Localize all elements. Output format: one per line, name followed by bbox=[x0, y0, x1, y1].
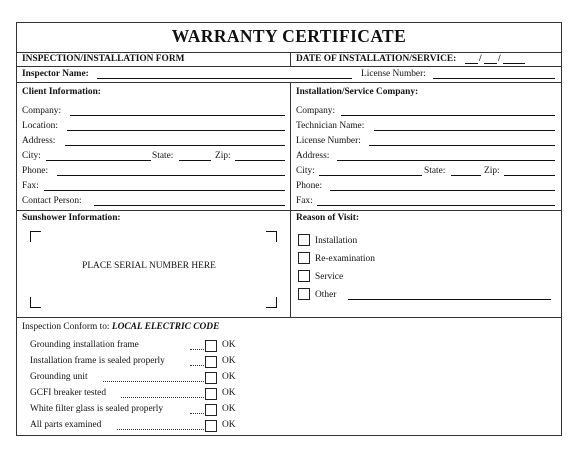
installer-address-field[interactable] bbox=[337, 160, 555, 161]
ok-label: OK bbox=[222, 404, 236, 414]
installer-heading: Installation/Service Company: bbox=[296, 87, 419, 97]
client-city-field[interactable] bbox=[46, 160, 151, 161]
client-fax-field[interactable] bbox=[44, 190, 285, 191]
checklist-item-label: Grounding unit bbox=[30, 372, 88, 382]
client-zip-label: Zip: bbox=[215, 151, 231, 161]
installation-checkbox[interactable] bbox=[298, 234, 310, 246]
reason-of-visit-heading: Reason of Visit: bbox=[296, 213, 360, 223]
leader-dots bbox=[103, 381, 204, 382]
installer-fax-field[interactable] bbox=[317, 205, 555, 206]
ok-label: OK bbox=[222, 388, 236, 398]
checklist-item-label: Grounding installation frame bbox=[30, 340, 139, 350]
checklist-ok-checkbox[interactable] bbox=[205, 388, 217, 400]
client-location-label: Location: bbox=[22, 121, 58, 131]
client-state-label: State: bbox=[152, 151, 174, 161]
client-phone-label: Phone: bbox=[22, 166, 49, 176]
installer-state-label: State: bbox=[424, 166, 446, 176]
other-checkbox[interactable] bbox=[298, 288, 310, 300]
date-label: DATE OF INSTALLATION/SERVICE: bbox=[296, 54, 457, 64]
other-reason-field[interactable] bbox=[348, 299, 551, 300]
divider bbox=[17, 82, 561, 83]
leader-dots bbox=[117, 429, 204, 430]
checklist-ok-checkbox[interactable] bbox=[205, 404, 217, 416]
license-number-field[interactable] bbox=[433, 78, 555, 79]
divider bbox=[17, 66, 561, 67]
checklist-ok-checkbox[interactable] bbox=[205, 372, 217, 384]
date-month-field[interactable] bbox=[465, 63, 478, 64]
conform-code: LOCAL ELECTRIC CODE bbox=[111, 322, 220, 332]
client-city-label: City: bbox=[22, 151, 41, 161]
installer-zip-field[interactable] bbox=[504, 175, 555, 176]
installer-state-field[interactable] bbox=[451, 175, 481, 176]
client-company-field[interactable] bbox=[70, 115, 285, 116]
serial-placeholder-text: PLACE SERIAL NUMBER HERE bbox=[82, 261, 216, 271]
inspector-name-label: Inspector Name: bbox=[22, 69, 89, 79]
corner-mark bbox=[30, 231, 41, 242]
leader-dots bbox=[121, 397, 204, 398]
warranty-form bbox=[16, 22, 562, 436]
client-zip-field[interactable] bbox=[235, 160, 285, 161]
corner-mark bbox=[266, 297, 277, 308]
visit-option-label: Service bbox=[315, 272, 344, 282]
form-type-label: INSPECTION/INSTALLATION FORM bbox=[22, 54, 185, 64]
checklist-item-label: Installation frame is sealed properly bbox=[30, 356, 165, 366]
checklist-item-label: All parts examined bbox=[30, 420, 102, 430]
page-title: WARRANTY CERTIFICATE bbox=[171, 26, 407, 46]
installer-zip-label: Zip: bbox=[484, 166, 500, 176]
ok-label: OK bbox=[222, 420, 236, 430]
client-info-heading: Client Information: bbox=[22, 87, 101, 97]
re-examination-checkbox[interactable] bbox=[298, 252, 310, 264]
divider bbox=[290, 82, 291, 317]
checklist-ok-checkbox[interactable] bbox=[205, 340, 217, 352]
client-address-field[interactable] bbox=[65, 145, 285, 146]
leader-dots bbox=[190, 365, 204, 366]
ok-label: OK bbox=[222, 372, 236, 382]
date-separator: / bbox=[498, 54, 501, 64]
installer-company-label: Company: bbox=[296, 106, 336, 116]
ok-label: OK bbox=[222, 340, 236, 350]
installer-city-label: City: bbox=[296, 166, 315, 176]
client-contact-label: Contact Person: bbox=[22, 196, 82, 206]
corner-mark bbox=[266, 231, 277, 242]
sunshower-info-heading: Sunshower Information: bbox=[22, 213, 121, 223]
divider bbox=[17, 317, 561, 318]
inspector-name-field[interactable] bbox=[97, 78, 352, 79]
client-address-label: Address: bbox=[22, 136, 56, 146]
client-company-label: Company: bbox=[22, 106, 62, 116]
date-year-field[interactable] bbox=[503, 63, 525, 64]
installer-company-field[interactable] bbox=[341, 115, 555, 116]
installer-fax-label: Fax: bbox=[296, 196, 313, 206]
checklist-item-label: GCFI breaker tested bbox=[30, 388, 107, 398]
installer-address-label: Address: bbox=[296, 151, 330, 161]
visit-option-label: Other bbox=[315, 290, 337, 300]
date-day-field[interactable] bbox=[484, 63, 497, 64]
installer-phone-field[interactable] bbox=[330, 190, 555, 191]
date-separator: / bbox=[479, 54, 482, 64]
leader-dots bbox=[190, 413, 204, 414]
installer-license-field[interactable] bbox=[369, 145, 555, 146]
checklist-ok-checkbox[interactable] bbox=[205, 356, 217, 368]
ok-label: OK bbox=[222, 356, 236, 366]
conform-label-text: Inspection Conform to: bbox=[22, 322, 110, 332]
divider bbox=[290, 52, 291, 66]
divider bbox=[17, 210, 561, 211]
conform-label bbox=[22, 322, 219, 333]
installer-city-field[interactable] bbox=[319, 175, 422, 176]
client-phone-field[interactable] bbox=[57, 175, 285, 176]
visit-option-label: Re-examination bbox=[315, 254, 375, 264]
leader-dots bbox=[190, 349, 204, 350]
corner-mark bbox=[30, 297, 41, 308]
client-fax-label: Fax: bbox=[22, 181, 39, 191]
visit-option-label: Installation bbox=[315, 236, 358, 246]
installer-license-label: License Number: bbox=[296, 136, 361, 146]
license-number-label: License Number: bbox=[361, 69, 426, 79]
technician-name-label: Technician Name: bbox=[296, 121, 365, 131]
client-state-field[interactable] bbox=[179, 160, 211, 161]
technician-name-field[interactable] bbox=[374, 130, 555, 131]
installer-phone-label: Phone: bbox=[296, 181, 323, 191]
checklist-ok-checkbox[interactable] bbox=[205, 420, 217, 432]
checklist-item-label: White filter glass is sealed properly bbox=[30, 404, 164, 414]
service-checkbox[interactable] bbox=[298, 270, 310, 282]
divider bbox=[17, 52, 561, 53]
client-contact-field[interactable] bbox=[94, 205, 285, 206]
client-location-field[interactable] bbox=[67, 130, 285, 131]
